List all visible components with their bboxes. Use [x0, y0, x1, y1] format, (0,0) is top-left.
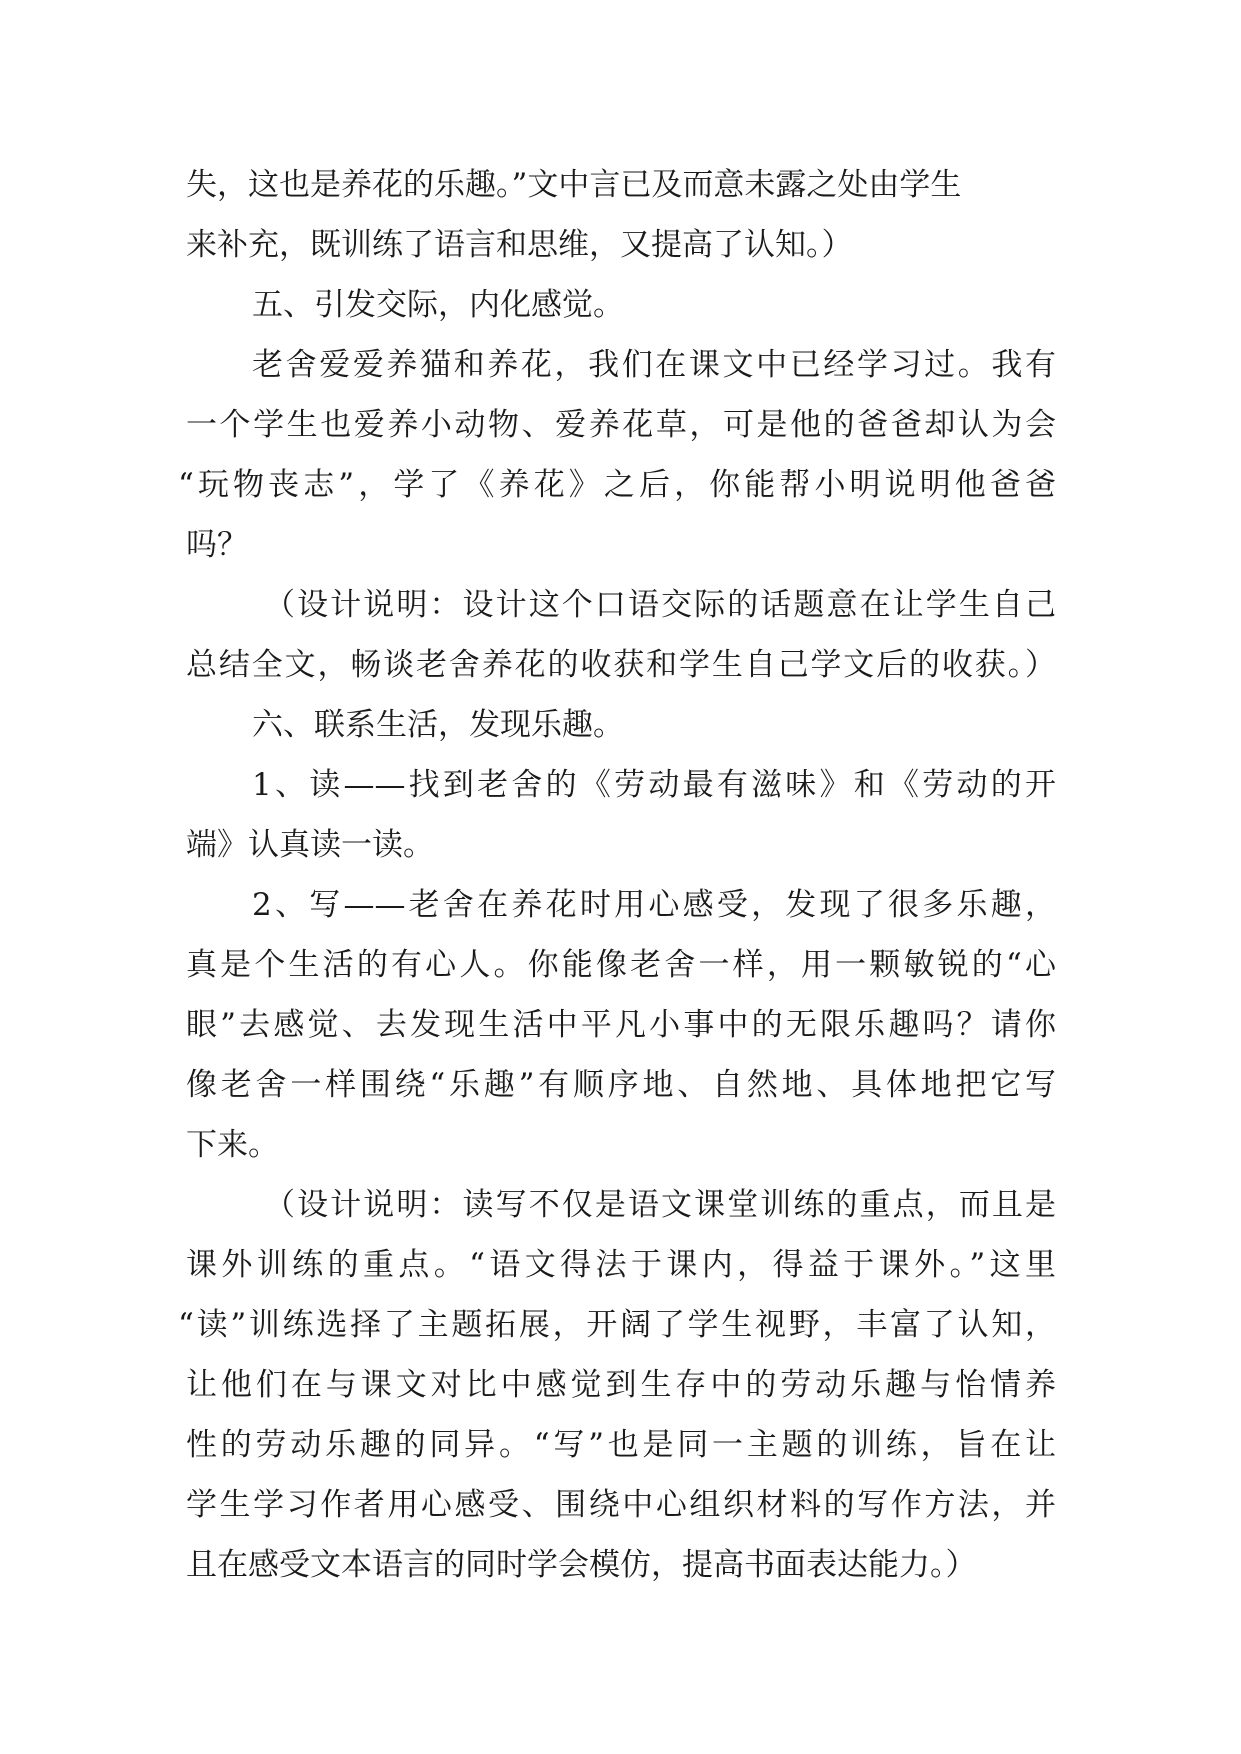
- design-note-line: 总结全文，畅谈老舍养花的收获和学生自己学文后的收获。）: [186, 647, 1056, 683]
- text-line: 一个学生也爱养小动物、爱养花草，可是他的爸爸却认为会: [186, 407, 1056, 443]
- text-line: 失，这也是养花的乐趣。”文中言已及而意未露之处由学生: [186, 167, 962, 203]
- text-line: 老舍爱爱养猫和养花，我们在课文中已经学习过。我有: [252, 347, 1056, 383]
- text-line: 来补充，既训练了语言和思维，又提高了认知。）: [186, 227, 853, 263]
- text-line: 真是个生活的有心人。你能像老舍一样，用一颗敏锐的“心: [186, 947, 1056, 983]
- text-line: 下来。: [186, 1127, 279, 1163]
- section-heading: 六、联系生活，发现乐趣。: [252, 707, 624, 743]
- section-heading: 五、引发交际，内化感觉。: [252, 287, 624, 323]
- design-note-line: 且在感受文本语言的同时学会模仿，提高书面表达能力。）: [186, 1547, 977, 1583]
- text-line: 2、写——老舍在养花时用心感受，发现了很多乐趣，: [252, 887, 1056, 923]
- text-line: “玩物丧志”，学了《养花》之后，你能帮小明说明他爸爸: [178, 467, 1056, 503]
- text-line: 端》认真读一读。: [186, 827, 434, 863]
- design-note-line: 课外训练的重点。“语文得法于课内，得益于课外。”这里: [186, 1247, 1056, 1283]
- document-body: [178, 155, 1056, 1595]
- text-line: 吗？: [186, 527, 248, 563]
- design-note-line: “读”训练选择了主题拓展，开阔了学生视野，丰富了认知，: [178, 1307, 1056, 1343]
- design-note-line: 性的劳动乐趣的同异。“写”也是同一主题的训练，旨在让: [186, 1427, 1056, 1463]
- text-line: 眼”去感觉、去发现生活中平凡小事中的无限乐趣吗？请你: [186, 1007, 1056, 1043]
- design-note-line: 让他们在与课文对比中感觉到生存中的劳动乐趣与怡情养: [186, 1367, 1056, 1403]
- design-note-line: 学生学习作者用心感受、围绕中心组织材料的写作方法，并: [186, 1487, 1056, 1523]
- design-note-line: （设计说明：读写不仅是语文课堂训练的重点，而且是: [264, 1187, 1056, 1223]
- design-note-line: （设计说明：设计这个口语交际的话题意在让学生自己: [264, 587, 1056, 623]
- text-line: 像老舍一样围绕“乐趣”有顺序地、自然地、具体地把它写: [186, 1067, 1056, 1103]
- text-line: 1、读——找到老舍的《劳动最有滋味》和《劳动的开: [252, 767, 1056, 803]
